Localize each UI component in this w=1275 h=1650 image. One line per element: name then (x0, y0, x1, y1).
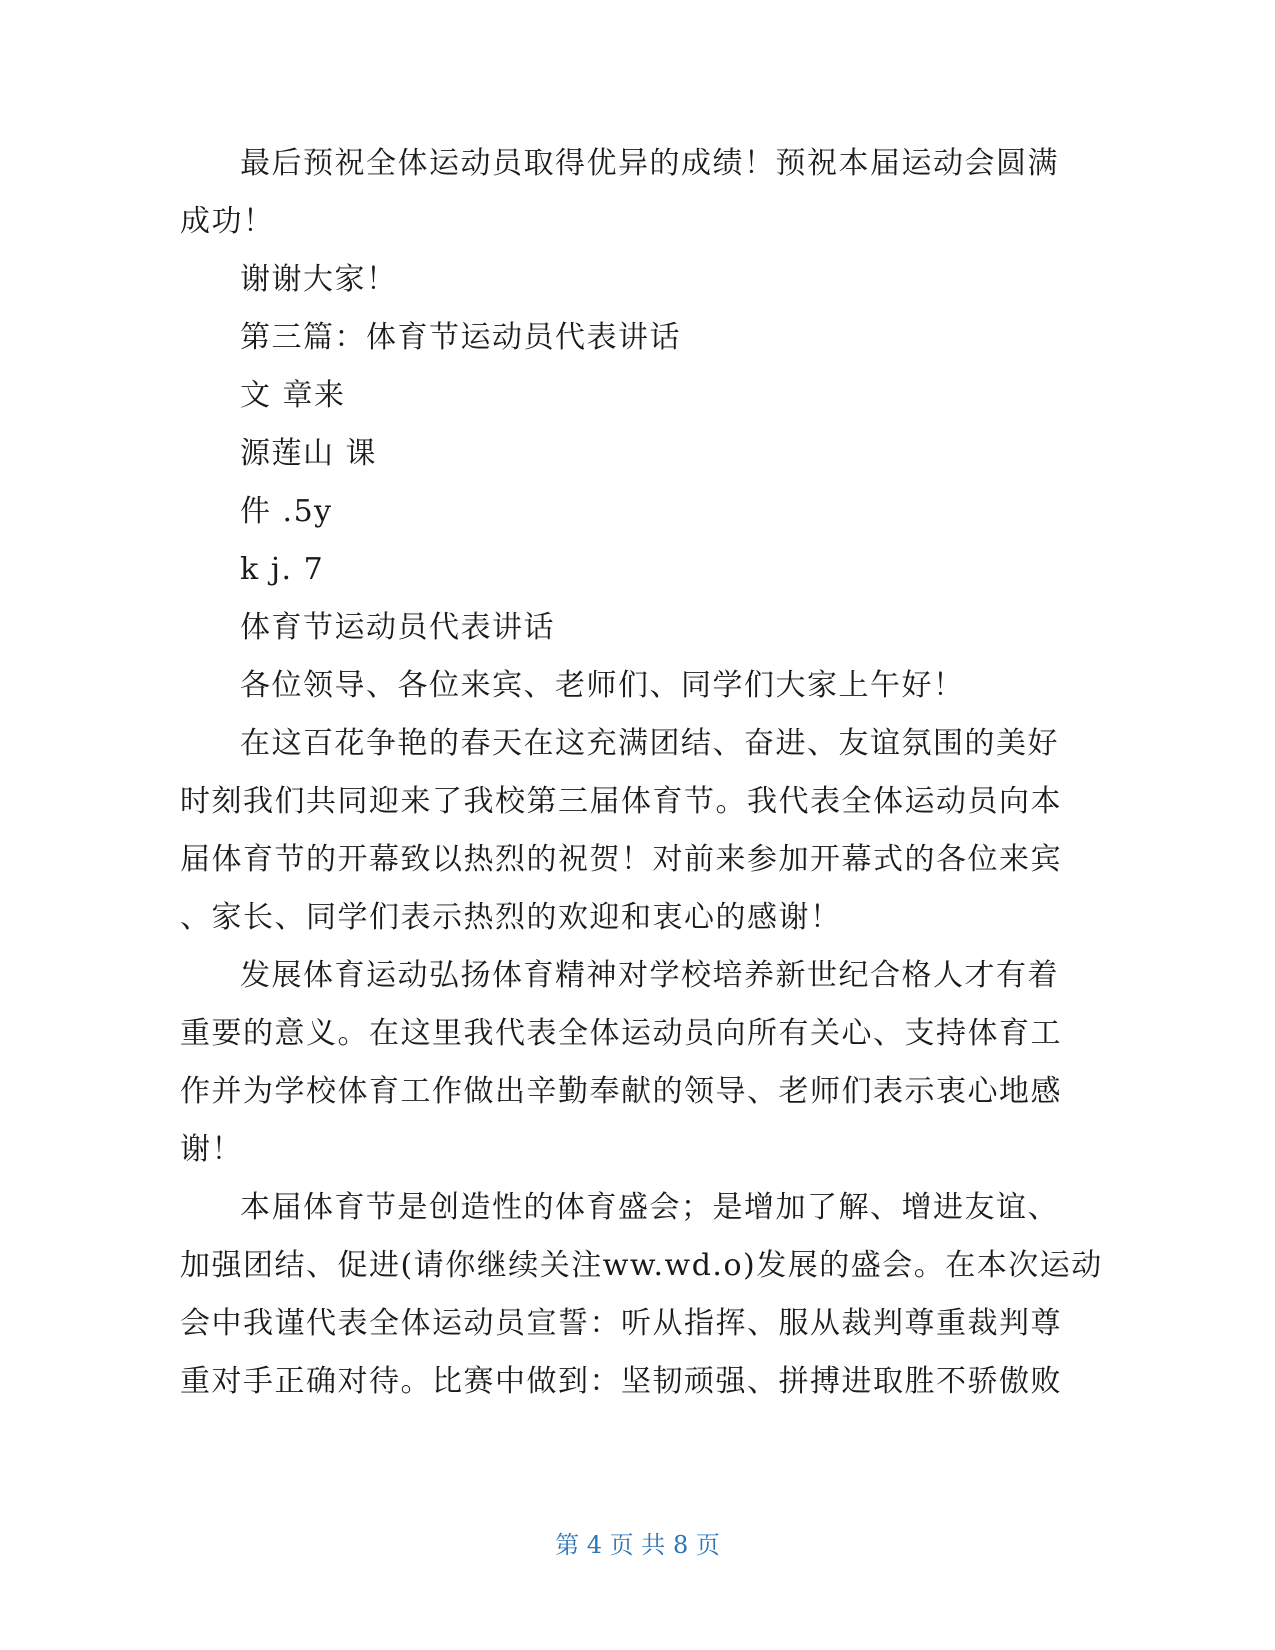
text-line: 时刻我们共同迎来了我校第三届体育节。我代表全体运动员向本 (180, 784, 1062, 819)
page-number-footer: 第 4 页 共 8 页 (555, 1531, 720, 1559)
text-line: 、家长、同学们表示热烈的欢迎和衷心的感谢！ (180, 900, 842, 935)
text-line: 重对手正确对待。比赛中做到：坚韧顽强、拼搏进取胜不骄傲败 (180, 1364, 1062, 1399)
text-line: 源莲山 课 (240, 436, 378, 471)
text-line: 成功！ (180, 204, 275, 239)
text-line: 文 章来 (240, 378, 346, 413)
text-line: 本届体育节是创造性的体育盛会；是增加了解、增进友谊、 (240, 1190, 1059, 1225)
text-line: 谢！ (180, 1132, 243, 1167)
section-heading: 第三篇：体育节运动员代表讲话 (240, 320, 681, 355)
speech-title: 体育节运动员代表讲话 (240, 610, 555, 645)
text-line: 发展体育运动弘扬体育精神对学校培养新世纪合格人才有着 (240, 958, 1059, 993)
greeting-line: 各位领导、各位来宾、老师们、同学们大家上午好！ (240, 668, 965, 703)
text-line: 重要的意义。在这里我代表全体运动员向所有关心、支持体育工 (180, 1016, 1062, 1051)
text-line: 加强团结、促进(请你继续关注ww.wd.o)发展的盛会。在本次运动 (180, 1248, 1103, 1283)
text-line: 作并为学校体育工作做出辛勤奉献的领导、老师们表示衷心地感 (180, 1074, 1062, 1109)
text-line: 在这百花争艳的春天在这充满团结、奋进、友谊氛围的美好 (240, 726, 1059, 761)
text-line: 届体育节的开幕致以热烈的祝贺！对前来参加开幕式的各位来宾 (180, 842, 1062, 877)
text-line: 会中我谨代表全体运动员宣誓：听从指挥、服从裁判尊重裁判尊 (180, 1306, 1062, 1341)
text-line: 最后预祝全体运动员取得优异的成绩！预祝本届运动会圆满 (240, 146, 1059, 181)
text-line: 件 .5y (240, 494, 333, 529)
text-line: 谢谢大家！ (240, 262, 398, 297)
text-line: k j. 7 (240, 552, 325, 587)
